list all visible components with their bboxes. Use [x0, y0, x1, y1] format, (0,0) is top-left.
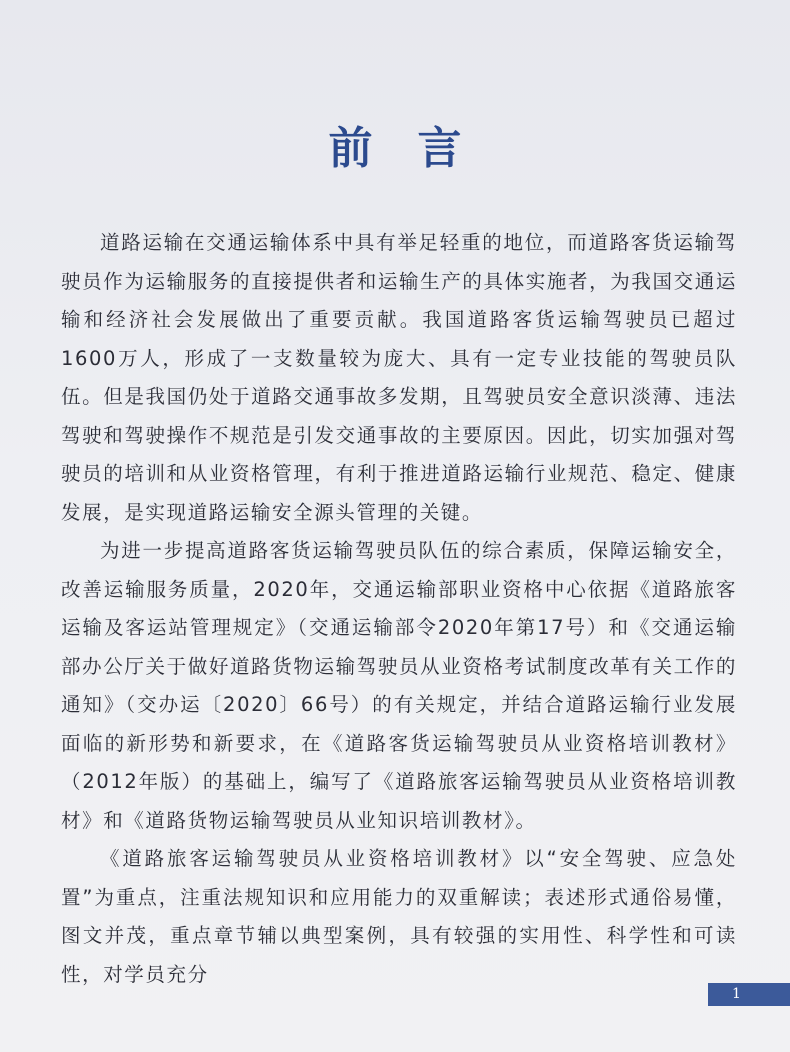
page-title: 前言	[328, 123, 507, 174]
paragraph-3: 《道路旅客运输驾驶员从业资格培训教材》以“安全驾驶、应急处置”为重点，注重法规知识和应用能力的双重解读；表述形式通俗易懂，图文并茂，重点章节辅以典型案例，具有较强的实用性、科学性和可读性，对学员充分	[61, 847, 737, 986]
paragraph-1: 道路运输在交通运输体系中具有举足轻重的地位，而道路客货运输驾驶员作为运输服务的直接提供者和运输生产的具体实施者，为我国交通运输和经济社会发展做出了重要贡献。我国道路客货运输驾驶员已超过1600万人，形成了一支数量较为庞大、具有一定专业技能的驾驶员队伍。但是我国仍处于道路交通事故多发期，且驾驶员安全意识淡薄、违法驾驶和驾驶操作不规范是引发交通事故的主要原因。因此，切实加强对驾驶员的培训和从业资格管理，有利于推进道路运输行业规范、稳定、健康发展，是实现道路运输安全源头管理的关键。	[61, 231, 737, 524]
body-text	[61, 224, 737, 994]
paragraph-2: 为进一步提高道路客货运输驾驶员队伍的综合素质，保障运输安全，改善运输服务质量，2020年，交通运输部职业资格中心依据《道路旅客运输及客运站管理规定》（交通运输部令2020年第17号）和《交通运输部办公厅关于做好道路货物运输驾驶员从业资格考试制度改革有关工作的通知》（交办运〔2020〕66号）的有关规定，并结合道路运输行业发展面临的新形势和新要求，在《道路客货运输驾驶员从业资格培训教材》（2012年版）的基础上，编写了《道路旅客运输驾驶员从业资格培训教材》和《道路货物运输驾驶员从业知识培训教材》。	[61, 539, 737, 832]
page-number-tab	[708, 983, 790, 1006]
page-number: 1	[732, 986, 741, 1002]
